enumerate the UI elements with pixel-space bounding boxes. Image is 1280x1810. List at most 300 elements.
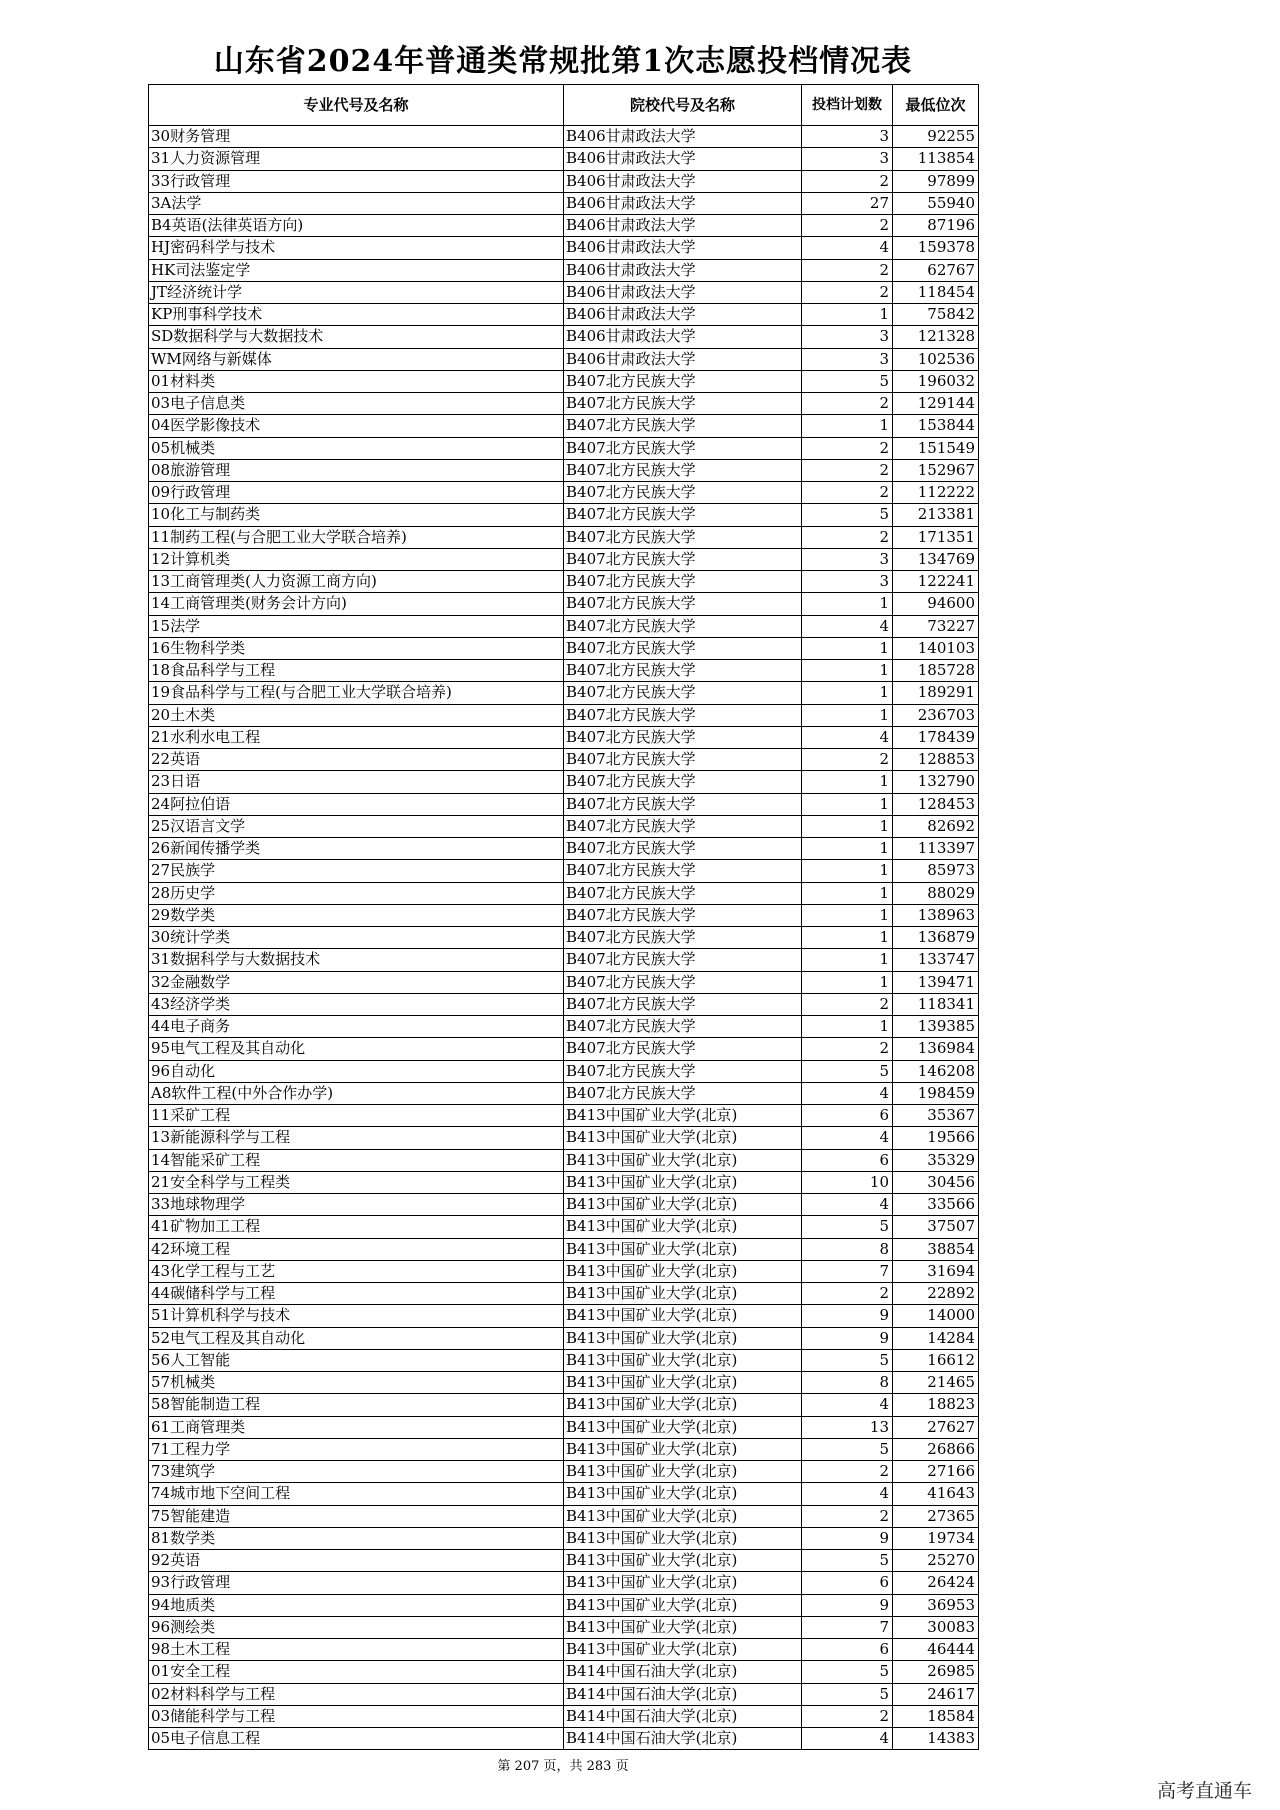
table-row — [149, 838, 979, 860]
table-row — [149, 971, 979, 993]
cell-school: B414中国石油大学(北京) — [564, 1728, 802, 1750]
table-row — [149, 726, 979, 748]
cell-major: 13新能源科学与工程 — [149, 1127, 564, 1149]
cell-plan: 9 — [802, 1527, 893, 1549]
cell-plan: 2 — [802, 1283, 893, 1305]
table-row — [149, 504, 979, 526]
cell-school: B413中国矿业大学(北京) — [564, 1639, 802, 1661]
cell-school: B407北方民族大学 — [564, 971, 802, 993]
cell-min-rank: 213381 — [893, 504, 979, 526]
cell-major: 57机械类 — [149, 1372, 564, 1394]
cell-major: 27民族学 — [149, 860, 564, 882]
cell-plan: 27 — [802, 192, 893, 214]
table-row — [149, 370, 979, 392]
cell-plan: 4 — [802, 726, 893, 748]
cell-school: B413中国矿业大学(北京) — [564, 1438, 802, 1460]
cell-major: 12计算机类 — [149, 548, 564, 570]
cell-min-rank: 27365 — [893, 1505, 979, 1527]
cell-plan: 1 — [802, 704, 893, 726]
cell-major: 94地质类 — [149, 1594, 564, 1616]
table-row — [149, 1461, 979, 1483]
cell-min-rank: 14284 — [893, 1327, 979, 1349]
table-row — [149, 437, 979, 459]
cell-school: B413中国矿业大学(北京) — [564, 1372, 802, 1394]
cell-plan: 4 — [802, 1082, 893, 1104]
table-row — [149, 170, 979, 192]
cell-major: 25汉语言文学 — [149, 815, 564, 837]
cell-plan: 2 — [802, 215, 893, 237]
cell-min-rank: 14000 — [893, 1305, 979, 1327]
table-row — [149, 259, 979, 281]
cell-min-rank: 185728 — [893, 660, 979, 682]
cell-school: B407北方民族大学 — [564, 882, 802, 904]
cell-plan: 2 — [802, 459, 893, 481]
cell-school: B407北方民族大学 — [564, 704, 802, 726]
table-row — [149, 1216, 979, 1238]
cell-min-rank: 35329 — [893, 1149, 979, 1171]
cell-major: 08旅游管理 — [149, 459, 564, 481]
cell-major: 98土木工程 — [149, 1639, 564, 1661]
cell-min-rank: 26985 — [893, 1661, 979, 1683]
table-row — [149, 348, 979, 370]
cell-school: B413中国矿业大学(北京) — [564, 1127, 802, 1149]
page-footer: 第 207 页，共 283 页 — [497, 1759, 629, 1774]
cell-major: 24阿拉伯语 — [149, 793, 564, 815]
cell-min-rank: 132790 — [893, 771, 979, 793]
header-school: 院校代号及名称 — [564, 85, 802, 126]
cell-major: 81数学类 — [149, 1527, 564, 1549]
cell-min-rank: 113397 — [893, 838, 979, 860]
cell-major: 11采矿工程 — [149, 1105, 564, 1127]
table-row — [149, 815, 979, 837]
cell-plan: 4 — [802, 1483, 893, 1505]
cell-plan: 1 — [802, 793, 893, 815]
cell-major: 05电子信息工程 — [149, 1728, 564, 1750]
table-row — [149, 148, 979, 170]
cell-school: B406甘肃政法大学 — [564, 192, 802, 214]
cell-plan: 5 — [802, 1438, 893, 1460]
cell-plan: 2 — [802, 1705, 893, 1727]
table-row — [149, 637, 979, 659]
cell-min-rank: 27627 — [893, 1416, 979, 1438]
cell-plan: 6 — [802, 1149, 893, 1171]
table-row — [149, 192, 979, 214]
cell-school: B407北方民族大学 — [564, 459, 802, 481]
cell-min-rank: 87196 — [893, 215, 979, 237]
cell-major: 01安全工程 — [149, 1661, 564, 1683]
cell-plan: 1 — [802, 682, 893, 704]
cell-major: 75智能建造 — [149, 1505, 564, 1527]
cell-school: B406甘肃政法大学 — [564, 259, 802, 281]
cell-school: B406甘肃政法大学 — [564, 237, 802, 259]
cell-school: B413中国矿业大学(北京) — [564, 1238, 802, 1260]
cell-min-rank: 16612 — [893, 1349, 979, 1371]
cell-major: 61工商管理类 — [149, 1416, 564, 1438]
cell-major: 01材料类 — [149, 370, 564, 392]
table-row — [149, 459, 979, 481]
cell-school: B414中国石油大学(北京) — [564, 1683, 802, 1705]
table-row — [149, 1594, 979, 1616]
cell-plan: 3 — [802, 548, 893, 570]
cell-school: B413中国矿业大学(北京) — [564, 1394, 802, 1416]
cell-school: B406甘肃政法大学 — [564, 148, 802, 170]
cell-school: B413中国矿业大学(北京) — [564, 1483, 802, 1505]
cell-school: B407北方民族大学 — [564, 571, 802, 593]
cell-school: B406甘肃政法大学 — [564, 170, 802, 192]
cell-major: 30统计学类 — [149, 927, 564, 949]
table-row — [149, 1038, 979, 1060]
cell-school: B407北方民族大学 — [564, 793, 802, 815]
cell-min-rank: 82692 — [893, 815, 979, 837]
cell-plan: 1 — [802, 637, 893, 659]
cell-major: WM网络与新媒体 — [149, 348, 564, 370]
cell-school: B413中国矿业大学(北京) — [564, 1216, 802, 1238]
table-row — [149, 1394, 979, 1416]
cell-plan: 5 — [802, 1060, 893, 1082]
watermark: 高考直通车 — [1156, 1780, 1252, 1802]
cell-school: B406甘肃政法大学 — [564, 281, 802, 303]
cell-plan: 1 — [802, 660, 893, 682]
cell-plan: 2 — [802, 1505, 893, 1527]
table-row — [149, 1372, 979, 1394]
cell-major: 03储能科学与工程 — [149, 1705, 564, 1727]
cell-school: B413中国矿业大学(北京) — [564, 1505, 802, 1527]
cell-plan: 3 — [802, 126, 893, 148]
table-row — [149, 1171, 979, 1193]
cell-min-rank: 24617 — [893, 1683, 979, 1705]
cell-plan: 5 — [802, 370, 893, 392]
table-row — [149, 1105, 979, 1127]
table-row — [149, 1572, 979, 1594]
cell-major: 13工商管理类(人力资源工商方向) — [149, 571, 564, 593]
cell-school: B413中国矿业大学(北京) — [564, 1616, 802, 1638]
cell-min-rank: 37507 — [893, 1216, 979, 1238]
cell-school: B407北方民族大学 — [564, 1038, 802, 1060]
cell-school: B407北方民族大学 — [564, 838, 802, 860]
cell-plan: 6 — [802, 1639, 893, 1661]
cell-school: B407北方民族大学 — [564, 593, 802, 615]
cell-major: 21水利水电工程 — [149, 726, 564, 748]
cell-major: HJ密码科学与技术 — [149, 237, 564, 259]
cell-major: JT经济统计学 — [149, 281, 564, 303]
table-row — [149, 281, 979, 303]
cell-min-rank: 102536 — [893, 348, 979, 370]
table-row — [149, 1683, 979, 1705]
table-row — [149, 704, 979, 726]
cell-major: KP刑事科学技术 — [149, 304, 564, 326]
table-row — [149, 1483, 979, 1505]
table-row — [149, 615, 979, 637]
cell-major: B4英语(法律英语方向) — [149, 215, 564, 237]
cell-min-rank: 151549 — [893, 437, 979, 459]
cell-min-rank: 36953 — [893, 1594, 979, 1616]
cell-min-rank: 33566 — [893, 1194, 979, 1216]
cell-plan: 1 — [802, 838, 893, 860]
cell-plan: 1 — [802, 304, 893, 326]
table-row — [149, 904, 979, 926]
cell-major: 31数据科学与大数据技术 — [149, 949, 564, 971]
cell-school: B413中国矿业大学(北京) — [564, 1349, 802, 1371]
table-row — [149, 1060, 979, 1082]
table-row — [149, 1505, 979, 1527]
cell-min-rank: 146208 — [893, 1060, 979, 1082]
cell-school: B407北方民族大学 — [564, 637, 802, 659]
cell-school: B407北方民族大学 — [564, 860, 802, 882]
cell-major: 15法学 — [149, 615, 564, 637]
cell-min-rank: 30083 — [893, 1616, 979, 1638]
cell-school: B407北方民族大学 — [564, 682, 802, 704]
cell-min-rank: 14383 — [893, 1728, 979, 1750]
cell-major: 52电气工程及其自动化 — [149, 1327, 564, 1349]
cell-plan: 1 — [802, 593, 893, 615]
cell-plan: 8 — [802, 1238, 893, 1260]
cell-major: 43化学工程与工艺 — [149, 1260, 564, 1282]
cell-school: B413中国矿业大学(北京) — [564, 1416, 802, 1438]
cell-major: 14工商管理类(财务会计方向) — [149, 593, 564, 615]
cell-min-rank: 140103 — [893, 637, 979, 659]
cell-major: 10化工与制药类 — [149, 504, 564, 526]
cell-school: B414中国石油大学(北京) — [564, 1661, 802, 1683]
cell-major: 29数学类 — [149, 904, 564, 926]
cell-min-rank: 22892 — [893, 1283, 979, 1305]
cell-min-rank: 46444 — [893, 1639, 979, 1661]
table-row — [149, 882, 979, 904]
cell-school: B407北方民族大学 — [564, 615, 802, 637]
cell-min-rank: 94600 — [893, 593, 979, 615]
cell-school: B407北方民族大学 — [564, 993, 802, 1015]
table-row — [149, 571, 979, 593]
table-row — [149, 860, 979, 882]
table-row — [149, 1127, 979, 1149]
table-row — [149, 1616, 979, 1638]
cell-major: 58智能制造工程 — [149, 1394, 564, 1416]
cell-min-rank: 133747 — [893, 949, 979, 971]
cell-major: 05机械类 — [149, 437, 564, 459]
table-row — [149, 393, 979, 415]
table-row — [149, 793, 979, 815]
cell-plan: 7 — [802, 1260, 893, 1282]
table-row — [149, 1327, 979, 1349]
cell-school: B413中国矿业大学(北京) — [564, 1194, 802, 1216]
cell-plan: 5 — [802, 1550, 893, 1572]
cell-min-rank: 136879 — [893, 927, 979, 949]
cell-school: B413中国矿业大学(北京) — [564, 1572, 802, 1594]
cell-min-rank: 134769 — [893, 548, 979, 570]
cell-min-rank: 171351 — [893, 526, 979, 548]
header-major: 专业代号及名称 — [149, 85, 564, 126]
cell-major: 19食品科学与工程(与合肥工业大学联合培养) — [149, 682, 564, 704]
cell-school: B407北方民族大学 — [564, 927, 802, 949]
cell-school: B407北方民族大学 — [564, 904, 802, 926]
cell-school: B407北方民族大学 — [564, 437, 802, 459]
cell-plan: 5 — [802, 504, 893, 526]
cell-major: 43经济学类 — [149, 993, 564, 1015]
cell-school: B413中国矿业大学(北京) — [564, 1527, 802, 1549]
cell-min-rank: 35367 — [893, 1105, 979, 1127]
cell-plan: 4 — [802, 237, 893, 259]
cell-major: 44碳储科学与工程 — [149, 1283, 564, 1305]
cell-min-rank: 21465 — [893, 1372, 979, 1394]
cell-min-rank: 88029 — [893, 882, 979, 904]
cell-min-rank: 128853 — [893, 749, 979, 771]
cell-plan: 4 — [802, 1394, 893, 1416]
cell-major: 03电子信息类 — [149, 393, 564, 415]
table-row — [149, 1238, 979, 1260]
table-row — [149, 1527, 979, 1549]
cell-plan: 5 — [802, 1216, 893, 1238]
cell-school: B407北方民族大学 — [564, 393, 802, 415]
table-row — [149, 1149, 979, 1171]
cell-school: B407北方民族大学 — [564, 749, 802, 771]
table-row — [149, 326, 979, 348]
cell-major: 31人力资源管理 — [149, 148, 564, 170]
table-row — [149, 1705, 979, 1727]
cell-major: 32金融数学 — [149, 971, 564, 993]
cell-school: B407北方民族大学 — [564, 1060, 802, 1082]
cell-major: 73建筑学 — [149, 1461, 564, 1483]
cell-plan: 9 — [802, 1327, 893, 1349]
cell-min-rank: 19566 — [893, 1127, 979, 1149]
cell-school: B407北方民族大学 — [564, 415, 802, 437]
cell-plan: 6 — [802, 1572, 893, 1594]
cell-plan: 2 — [802, 993, 893, 1015]
cell-school: B413中国矿业大学(北京) — [564, 1550, 802, 1572]
cell-plan: 9 — [802, 1305, 893, 1327]
cell-school: B414中国石油大学(北京) — [564, 1705, 802, 1727]
cell-major: 33行政管理 — [149, 170, 564, 192]
cell-school: B407北方民族大学 — [564, 949, 802, 971]
cell-school: B407北方民族大学 — [564, 660, 802, 682]
cell-major: 71工程力学 — [149, 1438, 564, 1460]
table-row — [149, 1283, 979, 1305]
cell-major: 74城市地下空间工程 — [149, 1483, 564, 1505]
table-row — [149, 1639, 979, 1661]
cell-major: A8软件工程(中外合作办学) — [149, 1082, 564, 1104]
cell-min-rank: 136984 — [893, 1038, 979, 1060]
cell-min-rank: 18584 — [893, 1705, 979, 1727]
cell-min-rank: 92255 — [893, 126, 979, 148]
cell-school: B407北方民族大学 — [564, 526, 802, 548]
cell-major: 11制药工程(与合肥工业大学联合培养) — [149, 526, 564, 548]
cell-plan: 13 — [802, 1416, 893, 1438]
table-row — [149, 1194, 979, 1216]
cell-min-rank: 55940 — [893, 192, 979, 214]
cell-major: 42环境工程 — [149, 1238, 564, 1260]
cell-school: B413中国矿业大学(北京) — [564, 1305, 802, 1327]
cell-plan: 2 — [802, 1461, 893, 1483]
cell-school: B407北方民族大学 — [564, 771, 802, 793]
cell-min-rank: 62767 — [893, 259, 979, 281]
header-min-rank: 最低位次 — [893, 85, 979, 126]
cell-school: B413中国矿业大学(北京) — [564, 1594, 802, 1616]
cell-min-rank: 139385 — [893, 1016, 979, 1038]
table-row — [149, 993, 979, 1015]
cell-plan: 3 — [802, 571, 893, 593]
cell-plan: 5 — [802, 1661, 893, 1683]
cell-school: B413中国矿业大学(北京) — [564, 1105, 802, 1127]
cell-major: 14智能采矿工程 — [149, 1149, 564, 1171]
cell-major: 21安全科学与工程类 — [149, 1171, 564, 1193]
cell-major: 30财务管理 — [149, 126, 564, 148]
cell-major: 20土木类 — [149, 704, 564, 726]
cell-min-rank: 128453 — [893, 793, 979, 815]
cell-plan: 3 — [802, 348, 893, 370]
table-row — [149, 1260, 979, 1282]
table-row — [149, 126, 979, 148]
cell-min-rank: 30456 — [893, 1171, 979, 1193]
cell-school: B406甘肃政法大学 — [564, 348, 802, 370]
cell-min-rank: 122241 — [893, 571, 979, 593]
admission-table — [148, 84, 979, 1750]
cell-min-rank: 85973 — [893, 860, 979, 882]
table-row — [149, 1082, 979, 1104]
cell-min-rank: 18823 — [893, 1394, 979, 1416]
table-row — [149, 593, 979, 615]
table-body — [149, 126, 979, 1750]
cell-min-rank: 38854 — [893, 1238, 979, 1260]
cell-school: B406甘肃政法大学 — [564, 215, 802, 237]
cell-min-rank: 41643 — [893, 1483, 979, 1505]
table-row — [149, 1349, 979, 1371]
cell-min-rank: 139471 — [893, 971, 979, 993]
cell-min-rank: 118341 — [893, 993, 979, 1015]
cell-school: B407北方民族大学 — [564, 548, 802, 570]
cell-major: 26新闻传播学类 — [149, 838, 564, 860]
cell-min-rank: 138963 — [893, 904, 979, 926]
cell-major: 28历史学 — [149, 882, 564, 904]
table-row — [149, 1416, 979, 1438]
table-row — [149, 1550, 979, 1572]
cell-plan: 5 — [802, 1683, 893, 1705]
table-row — [149, 415, 979, 437]
cell-plan: 4 — [802, 1728, 893, 1750]
cell-min-rank: 19734 — [893, 1527, 979, 1549]
cell-min-rank: 153844 — [893, 415, 979, 437]
cell-major: 51计算机科学与技术 — [149, 1305, 564, 1327]
cell-major: 92英语 — [149, 1550, 564, 1572]
table-row — [149, 771, 979, 793]
cell-school: B407北方民族大学 — [564, 1082, 802, 1104]
cell-plan: 1 — [802, 1016, 893, 1038]
table-row — [149, 1016, 979, 1038]
cell-plan: 4 — [802, 1127, 893, 1149]
table-row — [149, 548, 979, 570]
cell-plan: 2 — [802, 749, 893, 771]
cell-major: 22英语 — [149, 749, 564, 771]
cell-min-rank: 113854 — [893, 148, 979, 170]
cell-major: 41矿物加工工程 — [149, 1216, 564, 1238]
cell-plan: 1 — [802, 815, 893, 837]
cell-min-rank: 25270 — [893, 1550, 979, 1572]
cell-min-rank: 121328 — [893, 326, 979, 348]
cell-major: 18食品科学与工程 — [149, 660, 564, 682]
cell-plan: 10 — [802, 1171, 893, 1193]
cell-school: B413中国矿业大学(北京) — [564, 1149, 802, 1171]
cell-plan: 3 — [802, 326, 893, 348]
cell-school: B406甘肃政法大学 — [564, 304, 802, 326]
cell-min-rank: 118454 — [893, 281, 979, 303]
cell-min-rank: 196032 — [893, 370, 979, 392]
cell-major: 96测绘类 — [149, 1616, 564, 1638]
cell-plan: 2 — [802, 259, 893, 281]
cell-min-rank: 159378 — [893, 237, 979, 259]
cell-plan: 8 — [802, 1372, 893, 1394]
cell-plan: 7 — [802, 1616, 893, 1638]
cell-min-rank: 73227 — [893, 615, 979, 637]
cell-school: B413中国矿业大学(北京) — [564, 1171, 802, 1193]
table-row — [149, 949, 979, 971]
cell-major: HK司法鉴定学 — [149, 259, 564, 281]
